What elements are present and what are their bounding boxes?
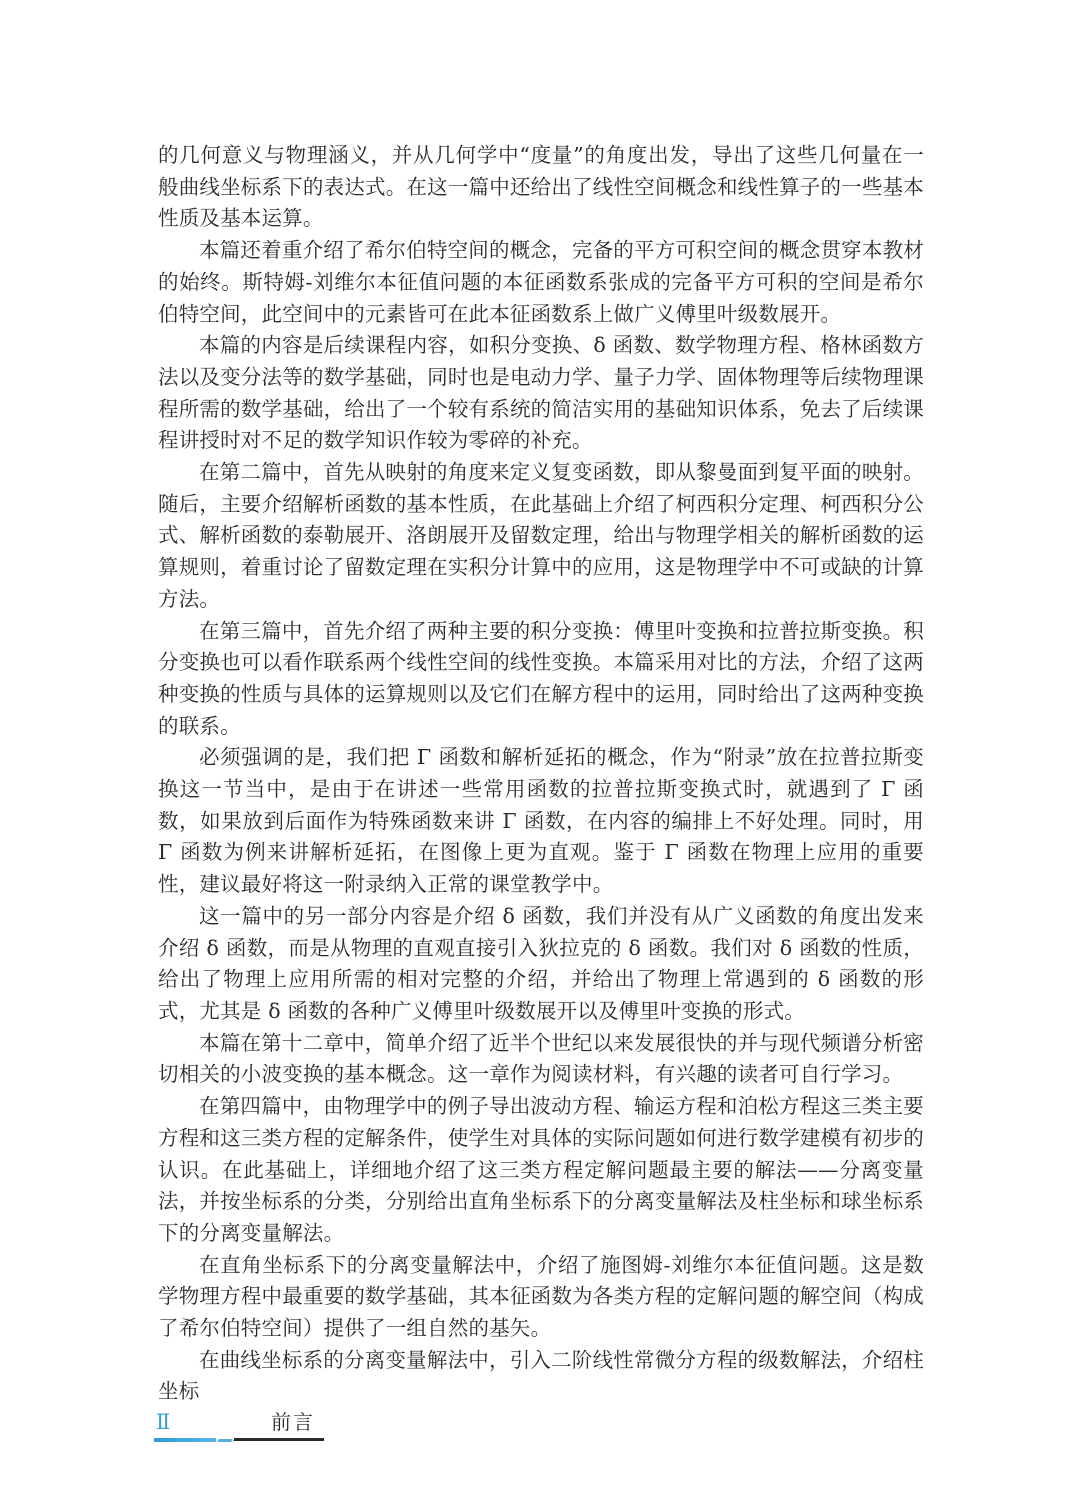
page-footer <box>154 1408 334 1442</box>
footer-rule <box>234 1438 324 1441</box>
footer-rule-accent <box>154 1438 216 1442</box>
section-title: 前言 <box>271 1410 315 1434</box>
paragraph: 在第二篇中，首先从映射的角度来定义复变函数，即从黎曼面到复平面的映射。随后，主要介绍解析函数的基本性质，在此基础上介绍了柯西积分定理、柯西积分公式、解析函数的泰勒展开、洛朗展开及留数定理，给出与物理学相关的解析函数的运算规则，着重讨论了留数定理在实积分计算中的应用，这是物理学中不可或缺的计算方法。 <box>158 460 924 611</box>
page-number: Ⅱ <box>156 1410 171 1434</box>
paragraph: 在直角坐标系下的分离变量解法中，介绍了施图姆-刘维尔本征值问题。这是数学物理方程中最重要的数学基础，其本征函数为各类方程的定解问题的解空间（构成了希尔伯特空间）提供了一组自然的基矢。 <box>158 1252 924 1341</box>
paragraph: 本篇在第十二章中，简单介绍了近半个世纪以来发展很快的并与现代频谱分析密切相关的小波变换的基本概念。这一章作为阅读材料，有兴趣的读者可自行学习。 <box>158 1030 924 1087</box>
paragraph: 在曲线坐标系的分离变量解法中，引入二阶线性常微分方程的级数解法，介绍柱坐标 <box>158 1347 924 1404</box>
paragraph: 本篇还着重介绍了希尔伯特空间的概念，完备的平方可积空间的概念贯穿本教材的始终。斯特姆-刘维尔本征值问题的本征函数系张成的完备平方可积的空间是希尔伯特空间，此空间中的元素皆可在此本征函数系上做广义傅里叶级数展开。 <box>158 238 924 326</box>
paragraph: 的几何意义与物理涵义，并从几何学中“度量”的角度出发，导出了这些几何量在一般曲线坐标系下的表达式。在这一篇中还给出了线性空间概念和线性算子的一些基本性质及基本运算。 <box>158 143 924 231</box>
paragraph: 这一篇中的另一部分内容是介绍 δ 函数，我们并没有从广义函数的角度出发来介绍 δ 函数，而是从物理的直观直接引入狄拉克的 δ 函数。我们对 δ 函数的性质，给出了物理上应用所需的相对完整的介绍，并给出了物理上常遇到的 δ 函数的形式，尤其是 δ 函数的各种广义傅里叶级数展开以及傅里叶变换的形式。 <box>158 903 924 1023</box>
paragraph: 必须强调的是，我们把 Γ 函数和解析延拓的概念，作为“附录”放在拉普拉斯变换这一节当中，是由于在讲述一些常用函数的拉普拉斯变换式时，就遇到了 Γ 函数，如果放到后面作为特殊函数来讲 Γ 函数，在内容的编排上不好处理。同时，用 Γ 函数为例来讲解析延拓，在图像上更为直观。鉴于 Γ 函数在物理上应用的重要性，建议最好将这一附录纳入正常的课堂教学中。 <box>158 745 924 897</box>
paragraph: 在第四篇中，由物理学中的例子导出波动方程、输运方程和泊松方程这三类主要方程和这三类方程的定解条件，使学生对具体的实际问题如何进行数学建模有初步的认识。在此基础上，详细地介绍了这三类方程定解问题最主要的解法——分离变量法，并按坐标系的分类，分别给出直角坐标系下的分离变量解法及柱坐标和球坐标系下的分离变量解法。 <box>158 1094 924 1245</box>
paragraph: 本篇的内容是后续课程内容，如积分变换、δ 函数、数学物理方程、格林函数方法以及变分法等的数学基础，同时也是电动力学、量子力学、固体物理等后续物理课程所需的数学基础，给出了一个较有系统的简洁实用的基础知识体系，免去了后续课程讲授时对不足的数学知识作较为零碎的补充。 <box>158 333 924 453</box>
paragraph: 在第三篇中，首先介绍了两种主要的积分变换：傅里叶变换和拉普拉斯变换。积分变换也可以看作联系两个线性空间的线性变换。本篇采用对比的方法，介绍了这两种变换的性质与具体的运算规则以及它们在解方程中的运用，同时给出了这两种变换的联系。 <box>158 618 924 738</box>
footer-rule-dash <box>217 1439 233 1442</box>
page-body <box>158 140 924 1408</box>
